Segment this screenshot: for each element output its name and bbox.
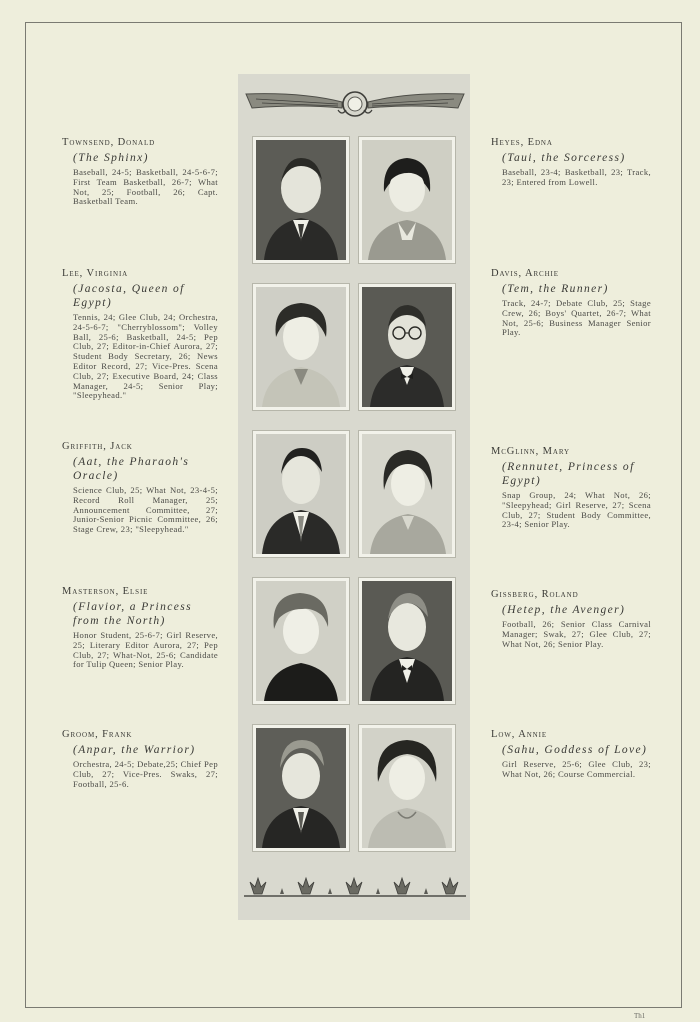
student-entry-masterson [62, 586, 218, 670]
student-name: Heyes, Edna [491, 137, 553, 148]
portrait-photo-masterson [253, 578, 349, 704]
student-nickname: (Tem, the Runner) [502, 283, 609, 295]
student-activities: Honor Student, 25-6-7; Girl Reserve, 25; Literary Editor Aurora, 27; Pep Club, 27; What-Not, 25-6; Candidate for Tulip Queen; Senior Play. [73, 630, 218, 670]
student-activities: Track, 24-7; Debate Club, 25; Stage Crew, 26; Boys' Quartet, 26-7; What Not, 25-6; Business Manager Senior Play. [502, 298, 651, 338]
lotus-frieze-icon [242, 870, 468, 902]
student-entry-griffith [62, 441, 218, 535]
portrait-photo-heyes [359, 137, 455, 263]
page-number: Th1 [634, 1012, 646, 1020]
student-activities: Snap Group, 24; What Not, 26; "Sleepyhead; Girl Reserve, 27; Scena Club, 27; Student Body Committee, 23-4; Senior Play. [502, 490, 651, 530]
student-name: Groom, Frank [62, 729, 133, 740]
student-nickname: (Flavior, a Princess from the North) [73, 601, 193, 627]
student-name: Davis, Archie [491, 268, 559, 279]
student-name: McGlinn, Mary [491, 446, 570, 457]
student-activities: Baseball, 23-4; Basketball, 23; Track, 23; Entered from Lowell. [502, 167, 651, 187]
student-nickname: (Sahu, Goddess of Love) [502, 744, 648, 756]
portrait-photo-townsend [253, 137, 349, 263]
student-entry-lee [62, 268, 218, 401]
student-activities: Science Club, 25; What Not, 23-4-5; Record Roll Manager, 25; Announcement Committee, 27; Junior-Senior Picnic Committee, 26; Stage Crew, 23; "Sleepyhead." [73, 485, 218, 535]
portrait-photo-mcglinn [359, 431, 455, 557]
student-entry-low [491, 729, 651, 780]
student-nickname: (Taui, the Sorceress) [502, 152, 626, 164]
student-name: Lee, Virginia [62, 268, 129, 279]
portrait-photo-gissberg [359, 578, 455, 704]
student-name: Townsend, Donald [62, 137, 156, 148]
student-nickname: (Hetep, the Avenger) [502, 604, 626, 616]
student-activities: Football, 26; Senior Class Carnival Manager; Swak, 27; Glee Club, 27; What Not, 26; Senior Play. [502, 619, 651, 649]
student-nickname: (Rennutet, Princess of Egypt) [502, 461, 635, 487]
student-entry-heyes [491, 137, 651, 188]
portrait-photo-low [359, 725, 455, 851]
student-nickname: (Anpar, the Warrior) [73, 744, 196, 756]
student-entry-davis [491, 268, 651, 338]
student-entry-mcglinn [491, 446, 651, 530]
student-activities: Girl Reserve, 25-6; Glee Club, 23; What Not, 26; Course Commercial. [502, 759, 651, 779]
student-activities: Tennis, 24; Glee Club, 24; Orchestra, 24-5-6-7; "Cherryblossom"; Volley Ball, 25-6; Basketball, 24-5; Pep Club, 27; Editor-in-Chief Aurora, 27; Student Body Secretary, 26; News Editor Record, 27; Vice-Pres. Scena Club, 27; Executive Board, 24; Class Manager, 24-5; Senior Play; "Sleepyhead." [73, 312, 218, 401]
portrait-photo-griffith [253, 431, 349, 557]
student-name: Gissberg, Roland [491, 589, 579, 600]
student-entry-groom [62, 729, 218, 789]
portrait-photo-davis [359, 284, 455, 410]
student-name: Masterson, Elsie [62, 586, 149, 597]
student-activities: Orchestra, 24-5; Debate,25; Chief Pep Club, 27; Vice-Pres. Swaks, 27; Football, 25-6. [73, 759, 218, 789]
student-nickname: (Aat, the Pharaoh's Oracle) [73, 456, 190, 482]
student-nickname: (Jacosta, Queen of Egypt) [73, 283, 185, 309]
student-entry-gissberg [491, 589, 651, 649]
portrait-photo-groom [253, 725, 349, 851]
student-entry-townsend [62, 137, 218, 207]
student-activities: Baseball, 24-5; Basketball, 24-5-6-7; First Team Basketball, 26-7; What Not, 25; Football, 26; Capt. Basketball Team. [73, 167, 218, 207]
student-name: Griffith, Jack [62, 441, 133, 452]
portrait-photo-lee [253, 284, 349, 410]
winged-sun-disk-icon [242, 86, 468, 120]
student-name: Low, Annie [491, 729, 548, 740]
student-nickname: (The Sphinx) [73, 152, 149, 164]
